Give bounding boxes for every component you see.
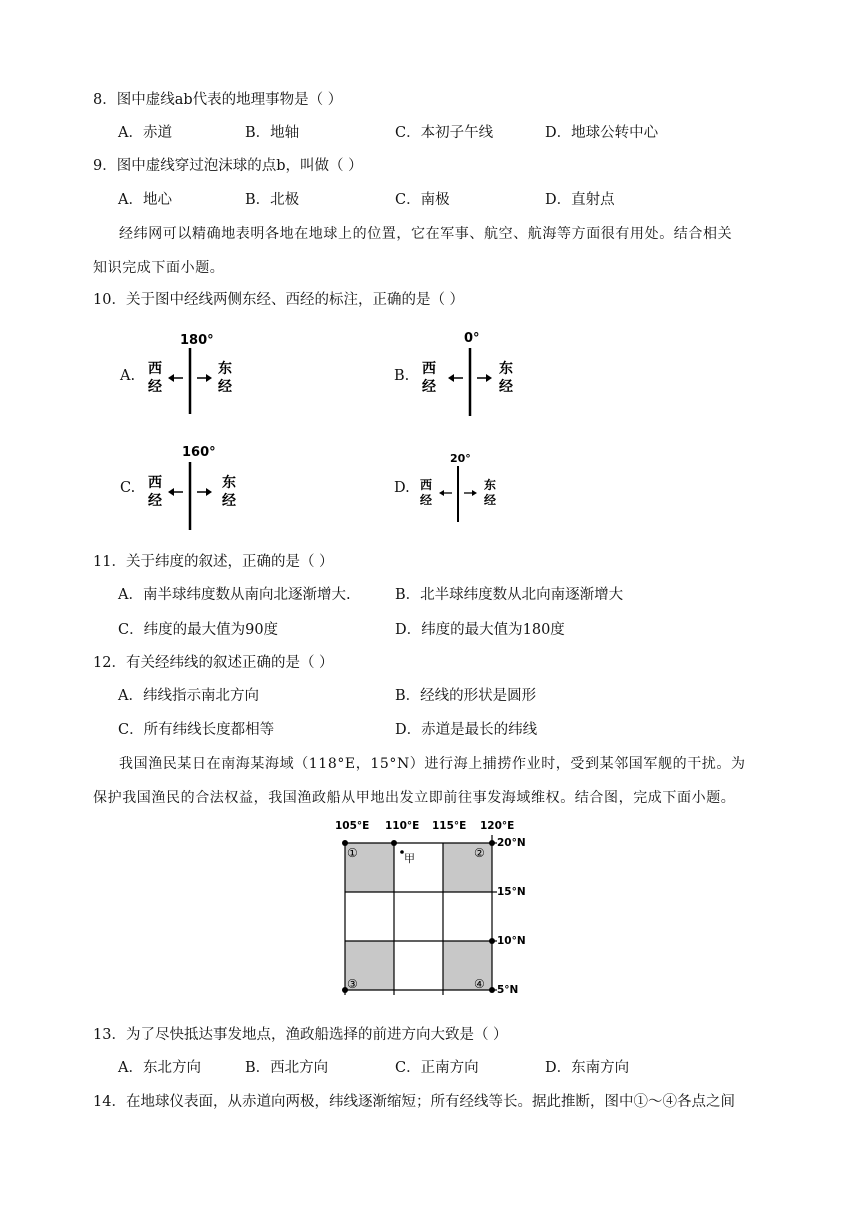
q10-b-east-2: 经 — [499, 379, 513, 395]
q10-d-east-arrowhead — [472, 490, 477, 496]
point-2-dot — [489, 840, 495, 846]
point-4-dot — [489, 987, 495, 993]
point-10n-dot — [489, 938, 495, 944]
q13-stem: 13．为了尽快抵达事发地点，渔政船选择的前进方向大致是（ ） — [93, 1027, 508, 1043]
q13-option-a: A．东北方向 — [118, 1060, 201, 1076]
q13-option-d: D．东南方向 — [545, 1060, 630, 1076]
q12-option-c: C．所有纬线长度都相等 — [118, 722, 275, 738]
q10-d-east-1: 东 — [484, 478, 497, 492]
q11-stem: 11．关于纬度的叙述，正确的是（ ） — [93, 554, 334, 570]
point-4-label: ④ — [474, 977, 485, 991]
q12-option-d: D．赤道是最长的纬线 — [395, 722, 538, 738]
lon-label-110: 110°E — [385, 820, 420, 832]
q10-option-a-figure — [140, 328, 250, 418]
q10-d-west-2: 经 — [420, 493, 433, 507]
lon-label-120: 120°E — [480, 820, 515, 832]
intro1-line2: 知识完成下面小题。 — [93, 260, 225, 276]
q10-d-west-1: 西 — [420, 478, 433, 492]
q10-b-west-arrowhead — [448, 374, 454, 382]
intro2-line2: 保护我国渔民的合法权益，我国渔政船从甲地出发立即前往事发海域维权。结合图，完成下面小题。 — [93, 790, 736, 806]
q9-option-c: C．南极 — [395, 192, 450, 208]
q10-a-degree: 180° — [180, 333, 214, 348]
q11-option-b: B．北半球纬度数从北向南逐渐增大 — [395, 587, 624, 603]
q8-option-c: C．本初子午线 — [395, 125, 494, 141]
q8-option-b: B．地轴 — [245, 125, 300, 141]
q8-stem: 8．图中虚线ab代表的地理事物是（ ） — [93, 92, 343, 108]
latlon-grid-figure — [330, 815, 530, 1005]
q12-stem: 12．有关经纬线的叙述正确的是（ ） — [93, 655, 334, 671]
place-jia-label: 甲 — [404, 852, 415, 865]
lon-label-115: 115°E — [432, 820, 467, 832]
lon-label-105: 105°E — [335, 820, 370, 832]
q14-stem: 14．在地球仪表面，从赤道向两极，纬线逐渐缩短；所有经线等长。据此推断，图中①～④各点之间 — [93, 1094, 735, 1110]
q10-a-west-2: 经 — [148, 379, 162, 395]
q10-c-east-1: 东 — [222, 475, 236, 491]
q10-a-east-2: 经 — [218, 379, 232, 395]
q10-option-d-letter: D. — [394, 480, 410, 496]
q10-option-c-letter: C. — [120, 480, 136, 496]
q10-option-a-letter: A. — [120, 368, 136, 384]
lat-label-15: 15°N — [497, 886, 526, 898]
q10-b-west-1: 西 — [422, 361, 436, 377]
q10-b-east-arrowhead — [486, 374, 492, 382]
q10-c-east-arrowhead — [206, 488, 212, 496]
q10-c-west-arrowhead — [168, 488, 174, 496]
q10-option-b-figure — [412, 326, 522, 418]
q10-a-east-arrowhead — [206, 374, 212, 382]
point-110-dot — [391, 840, 397, 846]
q10-b-west-2: 经 — [422, 379, 436, 395]
q10-option-c-figure — [140, 438, 250, 532]
q10-c-west-2: 经 — [148, 493, 162, 509]
q10-a-west-1: 西 — [148, 361, 162, 377]
q13-option-b: B．西北方向 — [245, 1060, 329, 1076]
point-3-label: ③ — [347, 977, 358, 991]
q10-b-degree: 0° — [464, 331, 480, 346]
q8-option-a: A．赤道 — [118, 125, 172, 141]
point-2-label: ② — [474, 846, 485, 860]
q11-option-a: A．南半球纬度数从南向北逐渐增大. — [118, 587, 351, 603]
q10-c-west-1: 西 — [148, 475, 162, 491]
q12-option-b: B．经线的形状是圆形 — [395, 688, 537, 704]
q11-option-d: D．纬度的最大值为180度 — [395, 622, 565, 638]
q10-c-degree: 160° — [182, 445, 216, 460]
q10-option-d-figure — [412, 448, 512, 528]
intro1-line1: 经纬网可以精确地表明各地在地球上的位置，它在军事、航空、航海等方面很有用处。结合相关 — [119, 226, 733, 242]
q10-c-east-2: 经 — [222, 493, 236, 509]
q9-option-a: A．地心 — [118, 192, 172, 208]
q13-option-c: C．正南方向 — [395, 1060, 479, 1076]
lat-label-5: 5°N — [497, 984, 519, 996]
lat-label-20: 20°N — [497, 837, 526, 849]
q10-a-east-1: 东 — [218, 361, 232, 377]
lat-label-10: 10°N — [497, 935, 526, 947]
q10-d-east-2: 经 — [484, 493, 497, 507]
q9-stem: 9．图中虚线穿过泡沫球的点b，叫做（ ） — [93, 158, 363, 174]
q10-stem: 10．关于图中经线两侧东经、西经的标注，正确的是（ ） — [93, 292, 465, 308]
q10-a-west-arrowhead — [168, 374, 174, 382]
q10-d-degree: 20° — [450, 452, 471, 465]
point-1-label: ① — [347, 846, 358, 860]
q10-option-b-letter: B. — [394, 368, 410, 384]
q8-option-d: D．地球公转中心 — [545, 125, 659, 141]
q9-option-d: D．直射点 — [545, 192, 615, 208]
q12-option-a: A．纬线指示南北方向 — [118, 688, 259, 704]
q11-option-c: C．纬度的最大值为90度 — [118, 622, 279, 638]
q9-option-b: B．北极 — [245, 192, 300, 208]
q10-d-west-arrowhead — [439, 490, 444, 496]
q10-b-east-1: 东 — [499, 361, 513, 377]
intro2-line1: 我国渔民某日在南海某海域（118°E，15°N）进行海上捕捞作业时，受到某邻国军舰的干扰。为 — [119, 756, 746, 772]
